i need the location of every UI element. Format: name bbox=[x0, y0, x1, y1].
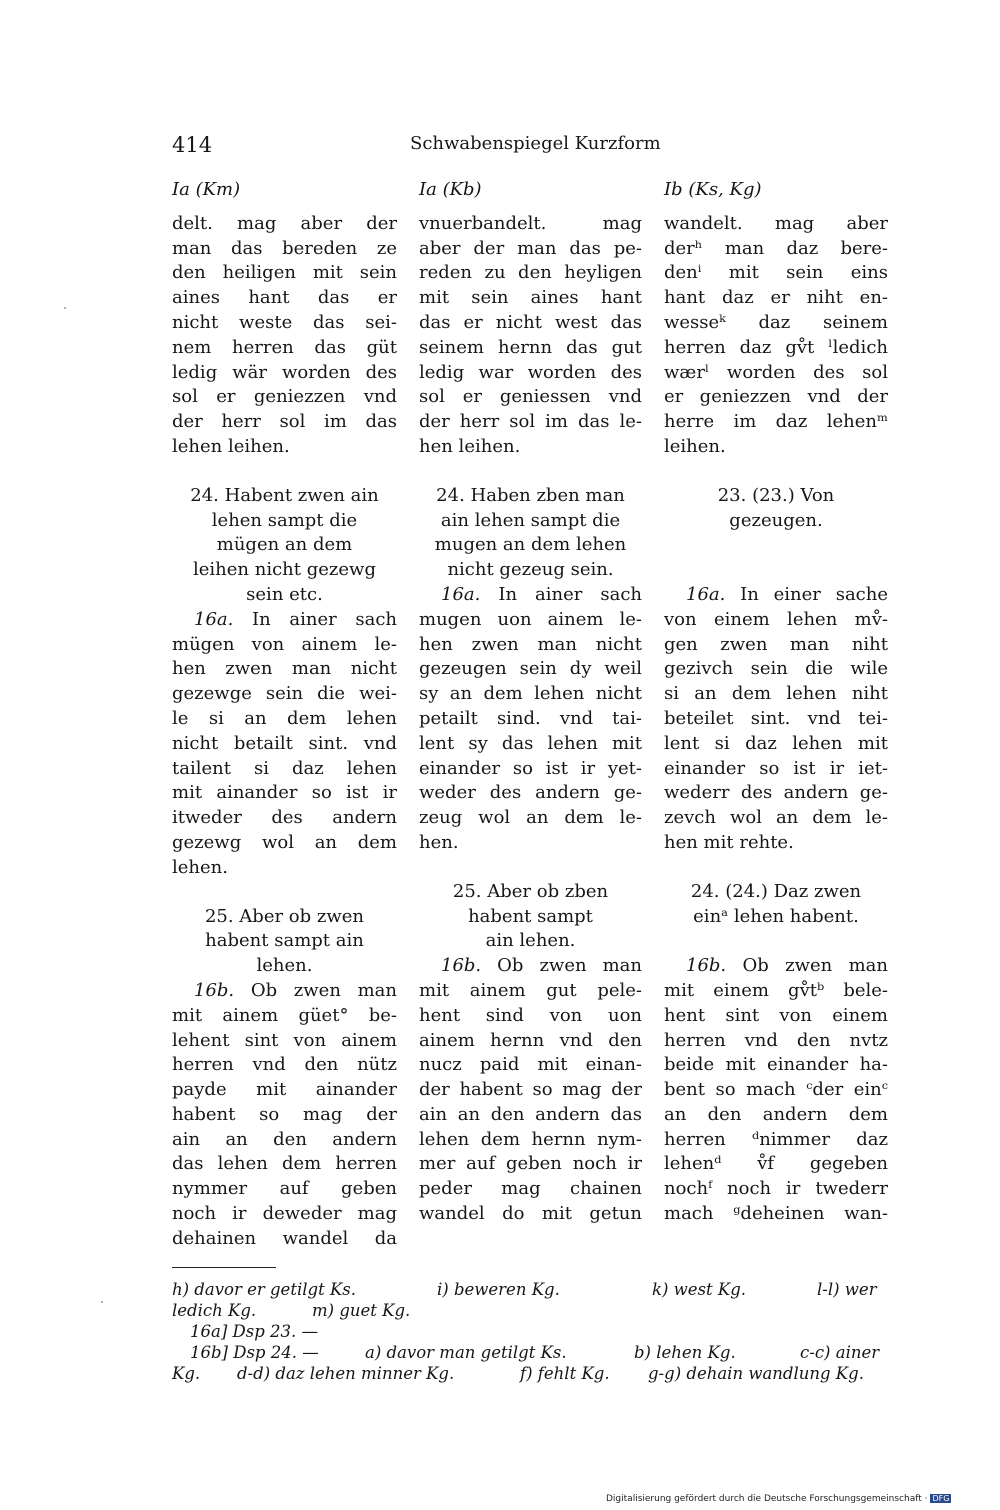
text-line: herren ᵈnimmer daz bbox=[664, 1128, 888, 1150]
footnotes bbox=[172, 1279, 888, 1384]
text-line: hen zwen man nicht bbox=[419, 633, 642, 655]
credit-text: Digitalisierung gefördert durch die Deutsche Forschungsgemeinschaft · bbox=[606, 1494, 928, 1504]
footnote-d: d-d) daz lehen minner Kg. bbox=[237, 1364, 455, 1383]
text-line: zeug wol an dem le- bbox=[419, 807, 642, 829]
text-line: gezeugen sein dy weil bbox=[419, 658, 642, 680]
heading-line: leihen nicht gezewg bbox=[193, 559, 376, 581]
text-line: si an dem lehen niht bbox=[664, 683, 888, 705]
section-first-line bbox=[172, 608, 397, 633]
text-line: wandel do mit getun bbox=[419, 1203, 642, 1225]
footnote-m: m) guet Kg. bbox=[312, 1301, 411, 1320]
text-line: itweder des andern bbox=[172, 807, 397, 829]
scan-speck bbox=[64, 307, 66, 309]
heading-line: lehen. bbox=[256, 955, 313, 977]
text-line: bent so mach ᶜder einᶜ bbox=[664, 1079, 888, 1101]
footnote-c-cont: Kg. bbox=[172, 1364, 201, 1383]
text-line: lehen dem hernn nym- bbox=[419, 1128, 642, 1150]
page-number: 414 bbox=[172, 133, 213, 157]
text-line: er geniezzen vnd der bbox=[664, 386, 888, 408]
section-number: 16b. bbox=[686, 955, 727, 977]
text-line: hen leihen. bbox=[419, 435, 521, 457]
footnote-b: b) lehen Kg. bbox=[634, 1343, 736, 1362]
footnote-i: i) beweren Kg. bbox=[437, 1280, 560, 1299]
text-line: nem herren das güt bbox=[172, 336, 397, 358]
section-first-text: Ob zwen man bbox=[481, 955, 642, 977]
text-line: derʰ man daz bere- bbox=[664, 237, 888, 259]
footnote-rule bbox=[172, 1267, 276, 1268]
section-number: 16b. bbox=[441, 955, 482, 977]
text-line: einander so ist ir iet- bbox=[664, 757, 888, 779]
text-line: den heiligen mit sein bbox=[172, 262, 397, 284]
text-line: sol er geniessen vnd bbox=[419, 386, 642, 408]
footnote-line bbox=[172, 1279, 888, 1300]
text-line: man das bereden ze bbox=[172, 237, 397, 259]
text-line: lehent sint von ainem bbox=[172, 1029, 397, 1051]
section-first-text: In einer sache bbox=[725, 583, 888, 605]
section-body bbox=[664, 979, 888, 1227]
footnote-line bbox=[172, 1321, 888, 1342]
text-line: herre im daz lehenᵐ bbox=[664, 411, 888, 433]
text-line: wærˡ worden des sol bbox=[664, 361, 888, 383]
footnote-16b: 16b] Dsp 24. — bbox=[190, 1343, 319, 1362]
heading-line: 25. Aber ob zwen bbox=[204, 905, 365, 927]
text-line: aines hant das er bbox=[172, 287, 397, 309]
text-line: hen mit rehte. bbox=[664, 831, 794, 853]
heading-line: mugen an dem lehen bbox=[434, 534, 627, 556]
footnote-f: f) fehlt Kg. bbox=[520, 1364, 610, 1383]
section-first-line bbox=[664, 583, 888, 608]
section-body bbox=[664, 608, 888, 856]
text-line: wesseᵏ daz seinem bbox=[664, 311, 888, 333]
section-16a bbox=[664, 583, 888, 856]
heading-line: mügen an dem bbox=[216, 534, 353, 556]
column-sigla: Ia (Kb) bbox=[419, 179, 482, 200]
section-first-text: In ainer sach bbox=[480, 583, 642, 605]
column-sigla: Ib (Ks, Kg) bbox=[664, 179, 762, 200]
text-line: lehen. bbox=[172, 856, 228, 878]
column-kb bbox=[419, 178, 642, 1227]
section-first-text: In ainer sach bbox=[233, 608, 397, 630]
text-line: mit einem gv̊tᵇ bele- bbox=[664, 979, 888, 1001]
text-line: ledig wär worden des bbox=[172, 361, 397, 383]
heading-line: 24. (24.) Daz zwen bbox=[690, 880, 862, 902]
footnote-k: k) west Kg. bbox=[652, 1280, 747, 1299]
text-line: gezewg wol an dem bbox=[172, 831, 397, 853]
footnote-c: c-c) ainer bbox=[800, 1343, 880, 1362]
scan-speck bbox=[101, 1301, 103, 1303]
column-km bbox=[172, 178, 397, 1252]
text-line: nymmer auf geben bbox=[172, 1178, 397, 1200]
section-16b bbox=[419, 954, 642, 1227]
text-line: gezewge sein die wei- bbox=[172, 683, 397, 705]
text-line: das lehen dem herren bbox=[172, 1153, 397, 1175]
footnote-a: a) davor man getilgt Ks. bbox=[365, 1343, 567, 1362]
section-body bbox=[419, 608, 642, 856]
heading-line: 24. Habent zwen ain bbox=[190, 484, 379, 506]
section-16a bbox=[419, 583, 642, 856]
text-line: mit ainander so ist ir bbox=[172, 782, 397, 804]
footnote-line bbox=[172, 1342, 888, 1363]
text-line: ain an den andern bbox=[172, 1128, 397, 1150]
text-line: seinem hernn das gut bbox=[419, 336, 642, 358]
footnote-h: h) davor er getilgt Ks. bbox=[172, 1280, 356, 1299]
text-line: mit sein aines hant bbox=[419, 287, 642, 309]
heading-line: habent sampt ain bbox=[205, 930, 364, 952]
text-line: sy an dem lehen nicht bbox=[419, 683, 642, 705]
text-line: einander so ist ir yet- bbox=[419, 757, 642, 779]
section-number: 16a. bbox=[441, 583, 481, 605]
heading-line: einᵃ lehen habent. bbox=[693, 905, 859, 927]
text-line: reden zu den heyligen bbox=[419, 262, 642, 284]
footnote-l: l-l) wer bbox=[817, 1280, 877, 1299]
text-line: aber der man das pe- bbox=[419, 237, 642, 259]
text-line: vnuerbandelt. mag bbox=[419, 212, 642, 234]
text-line: nucz paid mit einan- bbox=[419, 1054, 642, 1076]
text-line: der herr sol im das bbox=[172, 411, 397, 433]
text-line: weder des andern ge- bbox=[419, 782, 642, 804]
section-16a bbox=[172, 608, 397, 881]
text-line: hen. bbox=[419, 831, 459, 853]
text-line: an den andern dem bbox=[664, 1103, 888, 1125]
text-line: hent sint von einem bbox=[664, 1004, 888, 1026]
section-heading-25 bbox=[172, 905, 397, 979]
text-line: wederr des andern ge- bbox=[664, 782, 888, 804]
text-line: sol er geniezzen vnd bbox=[172, 386, 397, 408]
column-sigla: Ia (Km) bbox=[172, 179, 241, 200]
heading-line: nicht gezeug sein. bbox=[447, 559, 614, 581]
text-line: gen zwen man niht bbox=[664, 633, 888, 655]
heading-line: ain lehen sampt die bbox=[440, 509, 621, 531]
heading-line: gezeugen. bbox=[729, 509, 823, 531]
section-first-line bbox=[419, 583, 642, 608]
text-line: der habent so mag der bbox=[419, 1079, 642, 1101]
text-line: noch ir deweder mag bbox=[172, 1203, 397, 1225]
text-line: mugen uon ainem le- bbox=[419, 608, 642, 630]
footnote-g: g-g) dehain wandlung Kg. bbox=[648, 1364, 864, 1383]
text-line: ledig war worden des bbox=[419, 361, 642, 383]
text-line: lent sy das lehen mit bbox=[419, 732, 642, 754]
heading-line: 25. Aber ob zben bbox=[452, 880, 609, 902]
running-title: Schwabenspiegel Kurzform bbox=[410, 133, 661, 154]
paragraph-continuation bbox=[172, 212, 397, 460]
text-line: hent sind von uon bbox=[419, 1004, 642, 1026]
text-line: herren vnd den nvtz bbox=[664, 1029, 888, 1051]
section-heading-24 bbox=[419, 484, 642, 583]
text-line: ainem hernn vnd den bbox=[419, 1029, 642, 1051]
heading-line: sein etc. bbox=[246, 583, 323, 605]
section-number: 16b. bbox=[194, 979, 235, 1001]
text-line: nicht betailt sint. vnd bbox=[172, 732, 397, 754]
text-line: herren daz gv̊t ˡledich bbox=[664, 336, 888, 358]
text-line: payde mit ainander bbox=[172, 1079, 397, 1101]
heading-line: ain lehen. bbox=[485, 930, 576, 952]
section-heading-24 bbox=[664, 880, 888, 930]
section-body bbox=[419, 979, 642, 1227]
section-first-text: Ob zwen man bbox=[726, 955, 888, 977]
text-line: hen zwen man nicht bbox=[172, 658, 397, 680]
section-number: 16a. bbox=[686, 583, 726, 605]
section-heading-23 bbox=[664, 484, 888, 534]
section-16b bbox=[664, 954, 888, 1227]
text-line: petailt sind. vnd tai- bbox=[419, 707, 642, 729]
text-line: hant daz er niht en- bbox=[664, 287, 888, 309]
text-line: mach ᵍdeheinen wan- bbox=[664, 1203, 888, 1225]
section-first-text: Ob zwen man bbox=[234, 979, 397, 1001]
text-line: denⁱ mit sein eins bbox=[664, 262, 888, 284]
heading-line: lehen sampt die bbox=[211, 509, 358, 531]
footnote-line bbox=[172, 1300, 888, 1321]
text-line: le si an dem lehen bbox=[172, 707, 397, 729]
text-line: beide mit einander ha- bbox=[664, 1054, 888, 1076]
text-line: das er nicht west das bbox=[419, 311, 642, 333]
section-first-line bbox=[419, 954, 642, 979]
heading-line: habent sampt bbox=[468, 905, 593, 927]
text-line: mer auf geben noch ir bbox=[419, 1153, 642, 1175]
footnote-l-cont: ledich Kg. bbox=[172, 1301, 257, 1320]
text-line: delt. mag aber der bbox=[172, 212, 397, 234]
section-16b bbox=[172, 979, 397, 1252]
text-line: tailent si daz lehen bbox=[172, 757, 397, 779]
footnote-16a: 16a] Dsp 23. — bbox=[190, 1322, 319, 1341]
text-line: lent si daz lehen mit bbox=[664, 732, 888, 754]
text-line: lehen leihen. bbox=[172, 435, 290, 457]
paragraph-continuation bbox=[419, 212, 642, 460]
text-line: lehenᵈ v̊f gegeben bbox=[664, 1153, 888, 1175]
text-line: nochᶠ noch ir twederr bbox=[664, 1178, 888, 1200]
section-number: 16a. bbox=[194, 608, 234, 630]
text-line: leihen. bbox=[664, 435, 726, 457]
section-first-line bbox=[172, 979, 397, 1004]
text-line: mit ainem güet° be- bbox=[172, 1004, 397, 1026]
section-first-line bbox=[664, 954, 888, 979]
footnote-line bbox=[172, 1363, 888, 1384]
column-ks-kg bbox=[664, 178, 888, 1227]
text-line: gezivch sein die wile bbox=[664, 658, 888, 680]
text-line: ain an den andern das bbox=[419, 1103, 642, 1125]
text-line: zevch wol an dem le- bbox=[664, 807, 888, 829]
text-line: mit ainem gut pele- bbox=[419, 979, 642, 1001]
section-body bbox=[172, 1004, 397, 1252]
section-heading-24 bbox=[172, 484, 397, 608]
heading-line: 24. Haben zben man bbox=[436, 484, 625, 506]
text-line: wandelt. mag aber bbox=[664, 212, 888, 234]
section-body bbox=[172, 633, 397, 881]
section-heading-25 bbox=[419, 880, 642, 954]
text-line: peder mag chainen bbox=[419, 1178, 642, 1200]
text-line: mügen von ainem le- bbox=[172, 633, 397, 655]
digitization-credit bbox=[606, 1494, 951, 1504]
text-line: herren vnd den nütz bbox=[172, 1054, 397, 1076]
text-line: nicht weste das sei- bbox=[172, 311, 397, 333]
heading-line: 23. (23.) Von bbox=[717, 484, 835, 506]
text-line: der herr sol im das le- bbox=[419, 411, 642, 433]
text-line: beteilet sint. vnd tei- bbox=[664, 707, 888, 729]
dfg-logo: DFG bbox=[932, 1494, 950, 1503]
paragraph-continuation bbox=[664, 212, 888, 460]
text-line: dehainen wandel da bbox=[172, 1227, 397, 1249]
text-line: von einem lehen mv̊- bbox=[664, 608, 888, 630]
text-line: habent so mag der bbox=[172, 1103, 397, 1125]
